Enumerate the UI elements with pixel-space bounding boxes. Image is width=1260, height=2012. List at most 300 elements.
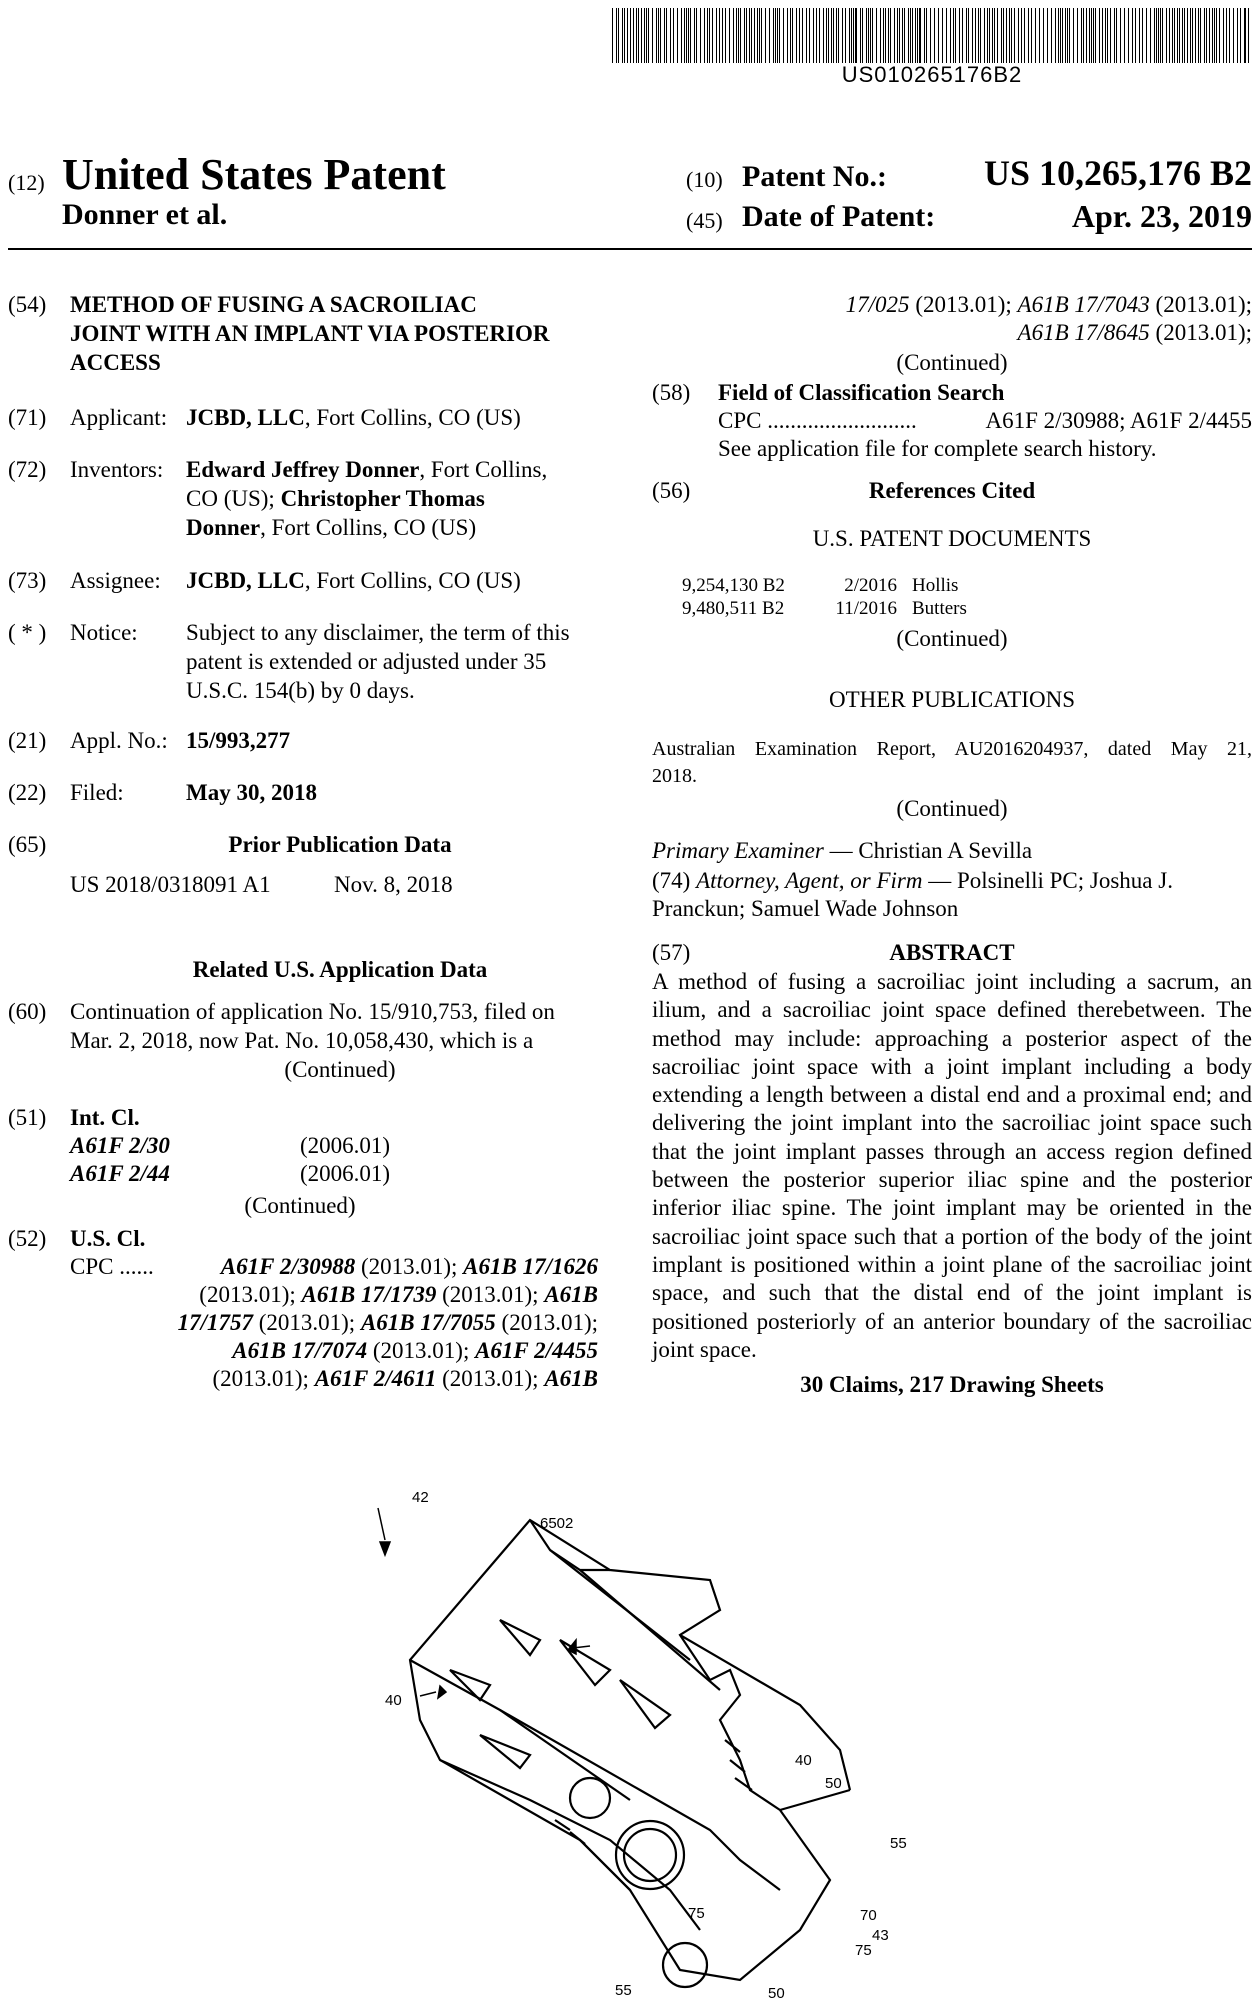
barcode-bar — [660, 8, 661, 63]
code-52: (52) — [8, 1226, 47, 1251]
patent-number: US 10,265,176 B2 — [983, 153, 1252, 193]
barcode-bar — [1001, 8, 1002, 63]
barcode-bar — [1135, 8, 1136, 63]
figure-label: 6502 — [540, 1515, 574, 1532]
implant-outline — [410, 1520, 850, 1987]
other-publications-text: Australian Examination Report, AU2016204937, dated May 21, 2018. — [652, 738, 1252, 787]
barcode-bar — [962, 8, 963, 63]
patent-date: Apr. 23, 2019 — [1071, 198, 1252, 234]
barcode-bar — [777, 8, 778, 63]
barcode-bar — [924, 8, 925, 63]
barcode-bar — [1160, 8, 1161, 63]
barcode-bar — [866, 8, 867, 63]
barcode-bar — [1198, 8, 1199, 63]
barcode-bar — [868, 8, 869, 63]
references-continued: (Continued) — [896, 626, 1008, 651]
code-21: (21) — [8, 728, 47, 753]
field-of-search-title: Field of Classification Search — [718, 380, 1005, 405]
barcode-bar — [1031, 8, 1032, 63]
barcode-bar — [1021, 8, 1022, 63]
appl-no-label: Appl. No.: — [70, 728, 168, 753]
barcode-bar — [1051, 8, 1052, 63]
barcode-bar — [759, 8, 760, 63]
barcode-bar — [1091, 8, 1092, 63]
barcode-bar — [707, 8, 708, 63]
notice-label: Notice: — [70, 620, 138, 645]
barcode-bar — [1086, 8, 1087, 63]
barcode-bar — [966, 8, 967, 63]
barcode-bar — [1187, 8, 1188, 63]
notice-text: Subject to any disclaimer, the term of this patent is extended or adjusted under 35 U.S.C. 154(b) by 0 days. — [186, 620, 570, 703]
barcode-bar — [987, 8, 988, 63]
applicant-value: JCBD, LLC, Fort Collins, CO (US) — [186, 405, 521, 430]
patent-no-label: Patent No.: — [742, 160, 887, 193]
barcode-bar — [902, 8, 903, 63]
barcode-bar — [636, 8, 637, 63]
document-type-title: United States Patent — [62, 150, 446, 199]
barcode-bar — [1192, 8, 1193, 63]
figure-label: 75 — [688, 1905, 705, 1922]
barcode-bar — [684, 8, 685, 63]
barcode-bar — [1107, 8, 1108, 63]
us-cl-cpc-label: CPC ...... — [70, 1254, 154, 1279]
code-45: (45) — [686, 208, 723, 233]
barcode-bar — [1142, 8, 1143, 63]
barcode-bar — [926, 8, 927, 63]
code-22: (22) — [8, 780, 47, 805]
barcode-bar — [638, 8, 639, 63]
references-cited-title: References Cited — [868, 478, 1036, 503]
barcode-bar — [946, 8, 947, 63]
barcode-bar — [980, 8, 981, 63]
barcode-bar — [1226, 8, 1227, 63]
barcode-bar — [1003, 8, 1004, 63]
barcode-bar — [652, 8, 653, 63]
barcode-bar — [1043, 8, 1044, 63]
barcode-bar — [849, 8, 850, 63]
barcode-bar — [696, 8, 697, 63]
barcode-bar — [1093, 8, 1094, 63]
barcode-bar — [1089, 8, 1090, 63]
barcode-bar — [658, 8, 659, 63]
barcode-bar — [1212, 8, 1213, 63]
abstract-text: A method of fusing a sacroiliac joint including a sacrum, an ilium, and a sacroiliac joint space defined therebetween. The method may include: approaching a posterior aspect of the sacroiliac joint space with a joint implant including a body extending a length between a distal end and a proximal end; and delivering the joint implant into the sacroiliac joint space such that the joint implant passes through an access region defined between the posterior superior iliac spine and the posterior inferior iliac spine. The joint implant may be oriented in the sacroiliac joint space such that a portion of the body of the joint implant is positioned within a joint plane of the sacroiliac joint space, and such that the distal end of the joint implant is positioned posteriorly of an anterior boundary of the sacroiliac joint space. — [652, 969, 1252, 1362]
barcode-bar — [1055, 8, 1056, 63]
us-cl-line-2: (2013.01); A61B 17/1739 (2013.01); A61B — [199, 1282, 598, 1307]
reference-name: Hollis — [912, 575, 959, 596]
barcode-bar — [1200, 8, 1201, 63]
us-patent-documents-title: U.S. PATENT DOCUMENTS — [812, 526, 1092, 551]
barcode-bar — [1132, 8, 1133, 63]
barcode-bar — [1219, 8, 1220, 63]
code-71: (71) — [8, 405, 47, 430]
barcode-bar — [1014, 8, 1015, 63]
barcode-bar — [733, 8, 734, 63]
barcode-bar — [773, 8, 774, 63]
barcode-bar — [1009, 8, 1010, 63]
barcode-bar — [870, 8, 871, 63]
barcode-bar — [1216, 8, 1217, 63]
reference-number: 9,254,130 B2 — [682, 575, 785, 596]
barcode-bar — [915, 8, 916, 63]
filed-value: May 30, 2018 — [186, 780, 317, 805]
barcode-bar — [1128, 8, 1129, 63]
barcode-bar — [1248, 8, 1249, 63]
barcode-bar — [862, 8, 863, 63]
barcode-bar — [1179, 8, 1180, 63]
barcode-bar — [633, 8, 634, 63]
code-57: (57) — [652, 940, 691, 965]
figure-label: 50 — [768, 1985, 785, 2002]
barcode-bar — [930, 8, 931, 63]
barcode-bar — [1169, 8, 1170, 63]
barcode-bar — [978, 8, 979, 63]
barcode-bar — [1069, 8, 1070, 63]
barcode-bar — [1110, 8, 1111, 63]
barcode-bar — [751, 8, 752, 63]
barcode-bar — [1244, 8, 1246, 63]
us-cl-label: U.S. Cl. — [70, 1226, 146, 1251]
barcode-bar — [876, 8, 877, 63]
header-rule — [8, 248, 1252, 250]
code-notice: ( * ) — [8, 620, 47, 645]
barcode-bar — [1006, 8, 1007, 63]
int-cl-class-1: A61F 2/30 — [70, 1133, 170, 1158]
barcode-bar — [1233, 8, 1234, 63]
barcode-bar — [704, 8, 705, 63]
barcode-bar — [616, 8, 617, 63]
barcode-bar — [1047, 8, 1048, 63]
inventors-label: Inventors: — [70, 457, 164, 482]
barcode-bar — [984, 8, 985, 63]
barcode-bar — [828, 8, 829, 63]
cpc-continued: (Continued) — [896, 350, 1008, 375]
barcode-bar — [677, 8, 678, 63]
barcode-bar — [910, 8, 911, 63]
barcode-bar — [729, 8, 730, 63]
barcode-bar — [749, 8, 750, 63]
barcode-bar — [890, 8, 891, 63]
barcode-bar — [1184, 8, 1185, 63]
barcode-bar — [959, 8, 960, 63]
barcode-bar — [746, 8, 747, 63]
barcode-bar — [1150, 8, 1151, 63]
reference-number: 9,480,511 B2 — [682, 598, 785, 619]
field-of-search-value: A61F 2/30988; A61F 2/4455 — [985, 408, 1252, 433]
other-publications-continued: (Continued) — [896, 796, 1008, 821]
patent-title: METHOD OF FUSING A SACROILIAC JOINT WITH AN IMPLANT VIA POSTERIOR ACCESS — [70, 292, 550, 375]
barcode-bar — [989, 8, 990, 63]
barcode-bar — [688, 8, 689, 63]
code-73: (73) — [8, 568, 47, 593]
barcode-bar — [934, 8, 935, 63]
barcode-bar — [666, 8, 667, 63]
reference-row — [652, 598, 1252, 621]
barcode-bar — [819, 8, 820, 63]
figure-label: 42 — [412, 1489, 429, 1506]
barcode-bar — [851, 8, 852, 63]
barcode-bar — [686, 8, 687, 63]
barcode-bar — [716, 8, 717, 63]
other-publications-title: OTHER PUBLICATIONS — [829, 687, 1075, 712]
barcode-bar — [809, 8, 810, 63]
barcode-bar — [1065, 8, 1066, 63]
attorney-line-2: Pranckun; Samuel Wade Johnson — [652, 896, 959, 921]
us-cl-line-1: A61F 2/30988 (2013.01); A61B 17/1626 — [220, 1254, 598, 1279]
barcode-bar — [712, 8, 713, 63]
barcode-bar — [1214, 8, 1215, 63]
barcode-bar — [1099, 8, 1100, 63]
barcode-bar — [938, 8, 939, 63]
barcode-bar — [953, 8, 954, 63]
figure-label: 55 — [890, 1835, 907, 1852]
barcode-bar — [1073, 8, 1074, 63]
barcode-bar — [855, 8, 857, 63]
us-cl-line-5: (2013.01); A61F 2/4611 (2013.01); A61B — [212, 1366, 598, 1391]
barcode-bar — [618, 8, 619, 63]
barcode-bar — [880, 8, 881, 63]
barcode-bar — [796, 8, 797, 63]
barcode-bar — [917, 8, 918, 63]
barcode-bar — [690, 8, 691, 63]
barcode-bar — [787, 8, 788, 63]
appl-no-value: 15/993,277 — [186, 728, 291, 753]
barcode-bar — [694, 8, 695, 63]
barcode-bar — [1116, 8, 1117, 63]
figure-label: 75 — [855, 1942, 872, 1959]
barcode-bar — [1166, 8, 1167, 63]
barcode-bar — [1154, 8, 1155, 63]
int-cl-continued: (Continued) — [244, 1193, 356, 1218]
barcode-bar — [1177, 8, 1178, 63]
barcode-bar — [1083, 8, 1084, 63]
barcode-bar — [725, 8, 726, 63]
document-number: US010265176B2 — [841, 62, 1023, 87]
barcode-bar — [826, 8, 827, 63]
us-cl-line-4: A61B 17/7074 (2013.01); A61F 2/4455 — [232, 1338, 598, 1363]
code-12: (12) — [8, 170, 45, 195]
reference-date: 11/2016 — [835, 598, 897, 619]
barcode-bar — [904, 8, 905, 63]
barcode-bar — [754, 8, 755, 63]
barcode-bar — [1223, 8, 1224, 63]
barcode-bar — [761, 8, 762, 63]
barcode-bar — [802, 8, 803, 63]
us-cl-line-3: 17/1757 (2013.01); A61B 17/7055 (2013.01); — [177, 1310, 598, 1335]
code-54: (54) — [8, 292, 47, 317]
barcode-bar — [719, 8, 720, 63]
barcode-bar — [1182, 8, 1183, 63]
barcode-bar — [845, 8, 846, 63]
barcode-bar — [860, 8, 861, 63]
barcode-bar — [997, 8, 998, 63]
barcode-bar — [709, 8, 710, 63]
barcode-bar — [790, 8, 791, 63]
prior-publication-title: Prior Publication Data — [228, 832, 452, 857]
code-72: (72) — [8, 457, 47, 482]
barcode-bar — [630, 8, 631, 63]
barcode-bar — [624, 8, 625, 63]
barcode-bar — [816, 8, 817, 63]
barcode-bar — [912, 8, 913, 63]
barcode-bar — [883, 8, 884, 63]
barcode-bar — [1162, 8, 1163, 63]
figure-label: 70 — [860, 1907, 877, 1924]
barcode-bar — [1172, 8, 1173, 63]
barcode-bar — [1035, 8, 1036, 63]
barcode-bar — [872, 8, 873, 63]
code-58: (58) — [652, 380, 691, 405]
barcode-bar — [1018, 8, 1019, 63]
barcode-bar — [955, 8, 956, 63]
barcode-bar — [1060, 8, 1061, 63]
barcode-bar — [1028, 8, 1029, 63]
int-cl-version-1: (2006.01) — [300, 1133, 391, 1158]
barcode-bar — [1139, 8, 1140, 63]
barcode-bar — [885, 8, 886, 63]
assignee-label: Assignee: — [70, 568, 161, 593]
barcode-bar — [722, 8, 723, 63]
barcode-bar — [1058, 8, 1059, 63]
barcode-bar — [783, 8, 784, 63]
barcode-bar — [908, 8, 909, 63]
inventors-value: Edward Jeffrey Donner, Fort Collins, CO (US); Christopher Thomas Donner, Fort Collins, CO (US) — [186, 457, 548, 540]
barcode-bar — [894, 8, 895, 63]
barcode-bar — [1206, 8, 1207, 63]
code-56: (56) — [652, 478, 691, 503]
cpc-cont-line-1: 17/025 (2013.01); A61B 17/7043 (2013.01); — [845, 292, 1252, 317]
barcode-bar — [1146, 8, 1147, 63]
barcode-bar — [1124, 8, 1125, 63]
figure-label: 43 — [872, 1927, 889, 1944]
figure-label: 50 — [825, 1775, 842, 1792]
int-cl-class-2: A61F 2/44 — [70, 1161, 170, 1186]
barcode-bar — [1024, 8, 1025, 63]
barcode-bar — [1229, 8, 1230, 63]
barcode-bar — [972, 8, 973, 63]
code-65: (65) — [8, 832, 47, 857]
filed-label: Filed: — [70, 780, 124, 805]
barcode-bar — [1174, 8, 1175, 63]
field-of-search-cpc: CPC .......................... — [718, 408, 917, 433]
barcode-bar — [950, 8, 951, 63]
field-of-search-note: See application file for complete search history. — [718, 436, 1157, 461]
applicant-label: Applicant: — [70, 405, 168, 430]
barcode-bar — [806, 8, 807, 63]
assignee-value: JCBD, LLC, Fort Collins, CO (US) — [186, 568, 521, 593]
barcode-bar — [681, 8, 682, 63]
barcode-bar — [1102, 8, 1103, 63]
cpc-cont-line-2: A61B 17/8645 (2013.01); — [1017, 320, 1252, 345]
barcode-bar — [1120, 8, 1121, 63]
barcode-bar — [975, 8, 976, 63]
barcode-bar — [1105, 8, 1106, 63]
barcode-bar — [1237, 8, 1238, 63]
barcode-bar — [1114, 8, 1115, 63]
inventors-short: Donner et al. — [62, 198, 228, 231]
barcode-bar — [779, 8, 780, 63]
barcode-bar — [799, 8, 800, 63]
barcode-bar — [775, 8, 776, 63]
primary-examiner: Primary Examiner — Christian A Sevilla — [652, 838, 1033, 863]
prior-publication-number: US 2018/0318091 A1 — [70, 872, 271, 897]
barcode-bar — [1204, 8, 1205, 63]
barcode-bar — [792, 8, 793, 63]
barcode-bar — [757, 8, 758, 63]
barcode-bar — [831, 8, 832, 63]
barcode-bar — [838, 8, 839, 63]
barcode-bar — [1011, 8, 1012, 63]
continuation-text: Continuation of application No. 15/910,753, filed on Mar. 2, 2018, now Pat. No. 10,058,430, which is a (Continued) — [70, 999, 555, 1082]
barcode-bar — [664, 8, 665, 63]
barcode-bar — [1067, 8, 1068, 63]
patent-drawing — [380, 1460, 907, 2005]
barcode-bar — [823, 8, 824, 63]
barcode-bar — [648, 8, 649, 63]
barcode-bar — [673, 8, 674, 63]
barcode-bar — [833, 8, 834, 63]
barcode-bar — [897, 8, 898, 63]
barcode-bar — [765, 8, 766, 63]
barcode-bar — [1156, 8, 1157, 63]
date-label: Date of Patent: — [742, 200, 936, 233]
barcode-bar — [1077, 8, 1078, 63]
code-51: (51) — [8, 1105, 47, 1130]
barcode-bar — [1081, 8, 1082, 63]
barcode-bar — [646, 8, 647, 63]
barcode-bar — [942, 8, 943, 63]
figure-label: 55 — [615, 1982, 632, 1999]
barcode-bar — [994, 8, 995, 63]
barcode-bar — [836, 8, 837, 63]
reference-date: 2/2016 — [844, 575, 897, 596]
barcode-bar — [656, 8, 657, 63]
reference-row — [652, 575, 1252, 598]
barcode-bar — [853, 8, 854, 63]
barcode-bar — [992, 8, 993, 63]
figure-label: 40 — [795, 1752, 812, 1769]
barcode-bar — [899, 8, 900, 63]
reference-name: Butters — [912, 598, 967, 619]
barcode-bar — [1209, 8, 1210, 63]
barcode-bar — [700, 8, 701, 63]
barcode-bar — [769, 8, 770, 63]
code-60: (60) — [8, 999, 47, 1024]
barcode-bar — [736, 8, 737, 63]
barcode-bar — [919, 8, 921, 63]
barcode-bar — [1095, 8, 1096, 63]
claims-count: 30 Claims, 217 Drawing Sheets — [800, 1372, 1104, 1397]
related-application-title: Related U.S. Application Data — [192, 957, 488, 982]
barcode-bar — [744, 8, 745, 63]
barcode-bar — [1240, 8, 1241, 63]
code-10: (10) — [686, 167, 723, 192]
barcode-bar — [842, 8, 843, 63]
barcode-bar — [622, 8, 623, 63]
barcode-bar — [1158, 8, 1159, 63]
figure-label: 40 — [385, 1692, 402, 1709]
references-list — [652, 575, 1252, 621]
barcode-bar — [1062, 8, 1063, 63]
barcode-bar — [740, 8, 741, 63]
barcode-bar — [888, 8, 889, 63]
prior-publication-date: Nov. 8, 2018 — [334, 872, 453, 897]
barcode-bar — [627, 8, 628, 63]
int-cl-version-2: (2006.01) — [300, 1161, 391, 1186]
int-cl-label: Int. Cl. — [70, 1105, 140, 1130]
barcode-bar — [1195, 8, 1196, 63]
barcode-bar — [738, 8, 739, 63]
